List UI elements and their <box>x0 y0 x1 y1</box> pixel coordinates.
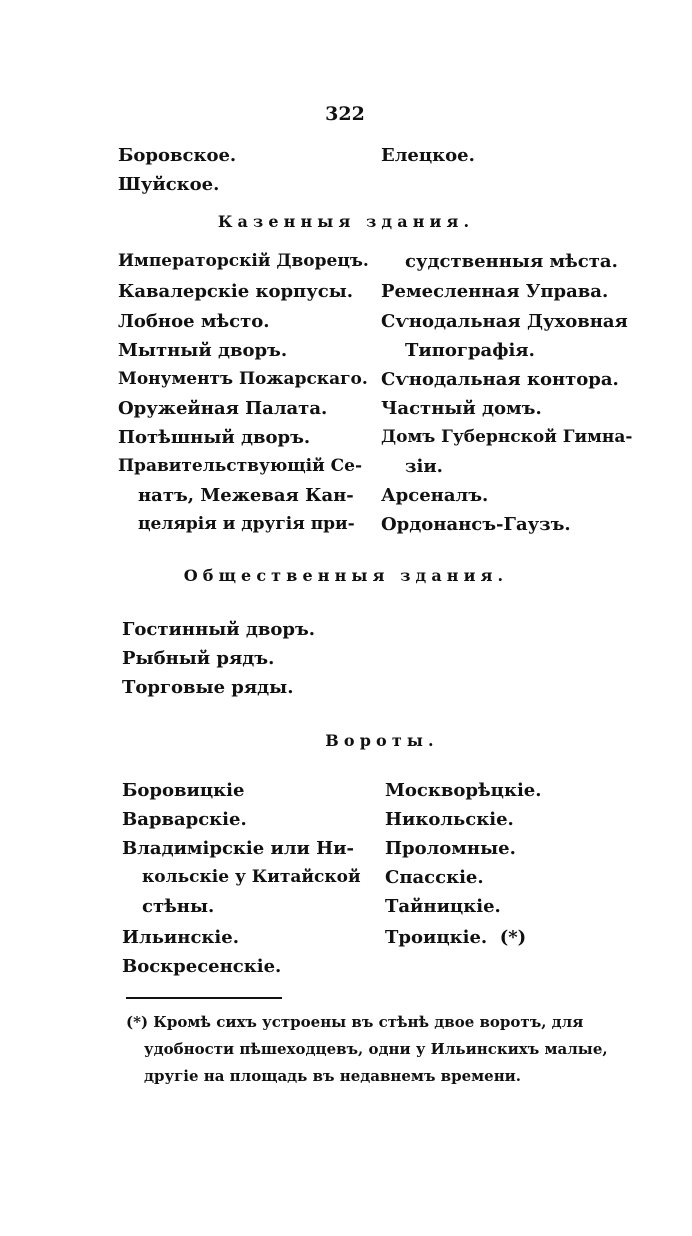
section-heading-public-buildings: Общественныя здания. <box>183 566 509 585</box>
list-item: Елецкое. <box>381 145 475 166</box>
list-item: Тайницкіе. <box>385 896 501 917</box>
list-item: Кавалерскіе корпусы. <box>118 281 354 302</box>
list-item: Арсеналъ. <box>381 485 489 506</box>
list-item: Троицкіе. (*) <box>385 927 527 948</box>
list-item: Ордонансъ-Гаузъ. <box>381 514 571 535</box>
list-item: Императорскій Дворецъ. <box>118 251 369 271</box>
list-item: Торговые ряды. <box>122 677 294 698</box>
list-item: Домъ Губернской Гимна- <box>381 427 633 447</box>
list-item: Правительствующій Се- <box>118 456 363 476</box>
footnote-line: (*) Кромѣ сихъ устроены въ стѣнѣ двое воротъ, для <box>126 1013 584 1031</box>
list-item: Воскресенскіе. <box>122 956 282 977</box>
list-item: Ильинскіе. <box>122 927 239 948</box>
list-item: целярія и другія при- <box>138 514 355 534</box>
list-item: Сѵнодальная контора. <box>381 369 619 390</box>
list-item: Боровское. <box>118 145 237 166</box>
list-item: Боровицкіе <box>122 780 245 801</box>
list-item: кольскіе у Китайской <box>142 867 361 887</box>
list-item: Спасскіе. <box>385 867 484 888</box>
list-item: Варварскіе. <box>122 809 247 830</box>
list-item: Оружейная Палата. <box>118 398 328 419</box>
list-item: Мытный дворъ. <box>118 340 288 361</box>
list-item: Москворѣцкіе. <box>385 780 542 801</box>
list-item: Ремесленная Управа. <box>381 281 609 302</box>
list-item: Никольскіе. <box>385 809 514 830</box>
list-item: Проломные. <box>385 838 516 859</box>
list-item: судственныя мѣста. <box>405 251 618 272</box>
list-item: Монументъ Пожарскаго. <box>118 369 368 389</box>
list-item: зіи. <box>405 456 443 477</box>
section-heading-state-buildings: Казенныя здания. <box>217 212 475 231</box>
list-item: Сѵнодальная Духовная <box>381 311 628 332</box>
list-item: стѣны. <box>142 896 215 917</box>
footnote-line: удобности пѣшеходцевъ, одни у Ильинскихъ малые, <box>144 1040 608 1058</box>
list-item: Частный домъ. <box>381 398 542 419</box>
list-item: Рыбный рядъ. <box>122 648 275 669</box>
page-number: 322 <box>325 103 365 125</box>
list-item: Потѣшный дворъ. <box>118 427 311 448</box>
list-item: Гостинный дворъ. <box>122 619 316 640</box>
list-item: Владимірскіе или Ни- <box>122 838 354 859</box>
footnote-line: другіе на площадь въ недавнемъ времени. <box>144 1067 522 1085</box>
list-item: Шуйское. <box>118 174 220 195</box>
list-item: Лобное мѣсто. <box>118 311 270 332</box>
section-heading-gates: Вороты. <box>325 731 439 750</box>
list-item: натъ, Межевая Кан- <box>138 485 354 506</box>
list-item: Типографія. <box>405 340 535 361</box>
footnote-rule <box>126 997 282 999</box>
